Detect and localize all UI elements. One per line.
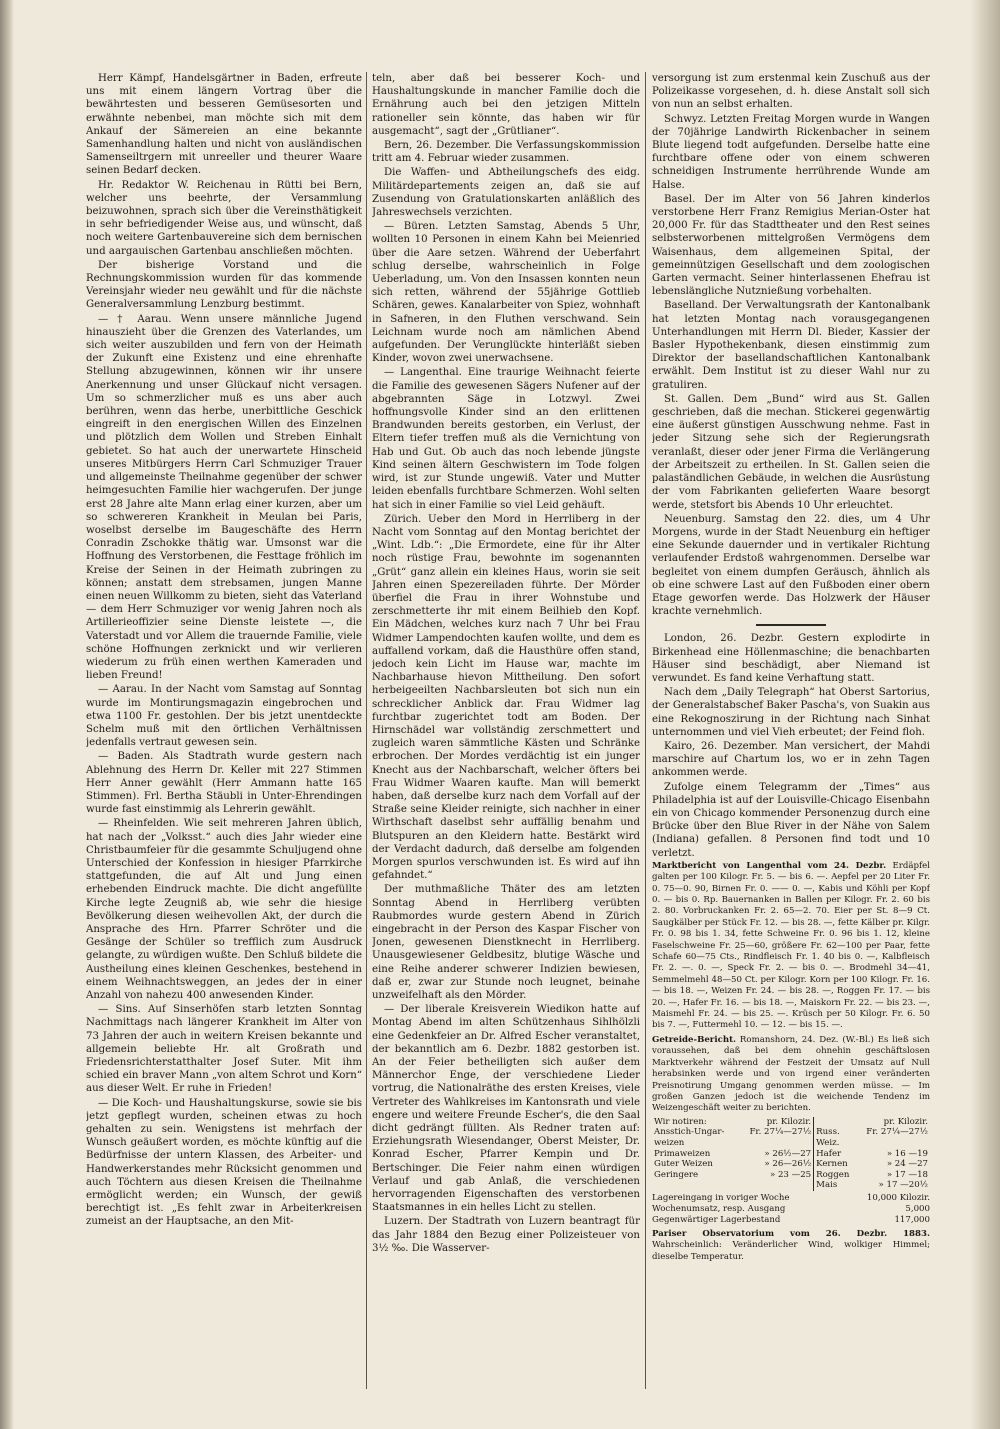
grain-report-place: Romanshorn, 24. Dez. (W.-Bl.) xyxy=(739,1034,874,1045)
grain-name: Guter Weizen xyxy=(654,1159,713,1170)
article-paragraph: — Die Koch- und Haushaltungskurse, sowie sie bis jetzt gepflegt wurden, scheinen etwas zu hoch gehalten zu sein. Wenigstens ist mehrfach der Wunsch geäußert worden, es möchte künftig auf die Bedürfnisse der untern Klassen, des Arbeiter- und Handwerkerstandes mehr Rücksicht genommen und auch Töchtern aus diesen Kreisen die Theilnahme ermöglicht werden; ein Wunsch, der gewiß berechtigt ist. „Es fehlt zwar in Arbeiterkreisen zumeist an der Hauptsache, an den Mit- xyxy=(86,1097,362,1228)
grain-name: Geringere xyxy=(654,1169,699,1180)
article-paragraph: London, 26. Dezbr. Gestern explodirte in Birkenhead eine Höllenmaschine; die benachbarten Häuser sind beschädigt, aber Niemand ist verwundet. Es fand keine Verhaftung statt. xyxy=(652,633,930,684)
article-paragraph: St. Gallen. Dem „Bund“ wird aus St. Gallen geschrieben, daß die mechan. Stickerei gegenwärtig eine äußerst günstigen Ausschwung nehme. Fast in jeder Sitzung sehe sich der Regierungsrath veranlaßt, dieser oder jener Firma die Verlängerung der Arbeitszeit zu ertheilen. In St. Gallen seien die palaständlichen Gebäude, in welchen die Ausrüstung der vom Fabrikanten gelieferten Waare besorgt werde, stetsfort bis Abends 10 Uhr erleuchtet. xyxy=(652,393,930,511)
grain-price: » 17 —18 xyxy=(886,1169,928,1180)
market-report-text: Erdäpfel galten per 100 Kilogr. Fr. 5. — bis 6. —. Aepfel per 20 Liter Fr. 0. 75—0. 90, Birnen Fr. 0. —— 0. —, Kabis und Köhli per Kopf 0. — bis 0. Rp. Bauernanken in Ballen per Kilogr. Fr. 2. 60 bis 2. 80. Vorbruckanken Fr. 2. 65—2. 70. Eier per St. 8—9 Ct. Saugkälber per Stück Fr. 12. — bis 28. —, fette Kälber pr. Kilgr. Fr. 0. 98 bis 1. 34, fette Schweine Fr. 0. 96 bis 1. 12, kleine Faselschweine Fr. 25—60, größere Fr. 62—100 per Paar, fette Schafe 60—75 Cts., Rindfleisch Fr. 1. 40 bis 0. —, Kalbfleisch Fr. 2. —. 0. —, Speck Fr. 2. — bis 0. —. Brodmehl 34—41, Semmelmehl 48—50 Ct. per Kilogr. Korn per 100 Kilogr. Fr. 16. — bis 18. —, Weizen Fr. 24. — bis 28. —, Roggen Fr. 17. — bis 20. —, Hafer Fr. 16. — bis 18. —, Maiskorn Fr. 22. — bis 23. —, Maismehl Fr. 24. — bis 25. —. Krüsch per 50 Kilogr. Fr. 6. 50 bis 7. —, Futtermehl 10. — 12. — bis 15. —. xyxy=(652,860,930,1031)
article-paragraph: Bern, 26. Dezember. Die Verfassungskommission tritt am 4. Februar wieder zusammen. xyxy=(372,140,640,165)
grain-name: Roggen xyxy=(814,1170,865,1181)
stats-label: Lagereingang in voriger Woche xyxy=(652,1192,790,1203)
grain-stock-stats xyxy=(652,1193,930,1226)
article-paragraph: Schwyz. Letzten Freitag Morgen wurde in Wangen der 70jährige Landwirth Rickenbacher in seinem Blute liegend todt aufgefunden. Derselbe hatte eine furchtbare offene oder von einem schweren schneidigen Instrumente herrührende Wunde am Halse. xyxy=(652,113,930,191)
grain-price-table xyxy=(652,1117,930,1191)
grain-price: » 26—26½ xyxy=(764,1159,812,1170)
article-paragraph: Der muthmaßliche Thäter des am letzten Sonntag Abend in Herrliberg verübten Raubmordes wurde gestern Abend in Zürich eingebracht in der Person des Kaspar Fischer von Jonen, gewesenen Dienstknecht in Herrliberg. Unausgewiesener Geldbesitz, blutige Wäsche und eine Reihe anderer schwerer Indizien bewiesen, daß er, zwar zur Stunde noch leugnet, beinahe unzweifelhaft als den Mörder. xyxy=(372,884,640,1002)
column-3 xyxy=(652,72,930,1401)
article-paragraph: Baselland. Der Verwaltungsrath der Kantonalbank hat letzten Montag nach vorausgegangenen Unterhandlungen mit Herrn Dl. Bieder, Kassier der Basler Hypothekenbank, diesen einstimmig zum Direktor der basellandschaftlichen Kantonalbank erwählt. Dem Institut ist zu dieser Wahl nur zu gratuliren. xyxy=(652,300,930,391)
article-paragraph: Zufolge einem Telegramm der „Times“ aus Philadelphia ist auf der Louisville-Chicago Eisenbahn ein von Chicago kommender Personenzug durch eine Brücke über den Blue River in der Nähe von Salem (Indiana) gefallen. 8 Personen find todt und 10 verletzt. xyxy=(652,781,930,859)
column-1 xyxy=(86,72,362,1401)
grain-name: Kernen xyxy=(814,1159,865,1170)
grain-price: » 24 —27 xyxy=(886,1159,928,1170)
article-paragraph: Hr. Redaktor W. Reichenau in Rütti bei Bern, welcher uns beehrte, der Versammlung beizuwohnen, sprach sich über die Vereinsthätigkeit in sehr befriedigender Weise aus, und wünscht, daß noch weitere Gartenbauvereine sich dem bernischen und aargauischen Gartenbau anschließen möchten. xyxy=(86,179,362,257)
grain-name: Ansstich-Ungar-weizen xyxy=(654,1127,725,1148)
article-paragraph: Luzern. Der Stadtrath von Luzern beantragt für das Jahr 1884 den Bezug einer Polizeisteuer von 3½ ‰. Die Wasserver- xyxy=(372,1216,640,1254)
market-report-heading: Marktbericht von Langenthal vom 24. Dezbr. xyxy=(652,860,887,871)
article-paragraph: — † Aarau. Wenn unsere männliche Jugend hinauszieht über die Grenzen des Vaterlandes, um sich weiter auszubilden und fern von der Heimath der Zukunft eine Existenz und eine ehrenhafte Stellung abzugewinnen, können wir ihr unsere Anerkennung und unser Glückauf nicht versagen. Um so schmerzlicher muß es uns aber auch berühren, wenn das herbe, unerbittliche Geschick eingreift in den energischen Willen des Einzelnen und plötzlich dem Wollen und Streben Einhalt gebietet. So hat auch der unerwartete Hinscheid unseres Mitbürgers Herrn Carl Schmuziger Trauer und allgemeinste Theilnahme gegenüber der schwer heimgesuchten Familie hier wachgerufen. Der junge erst 28 Jahre alte Mann erlag einer kurzen, aber um so schwereren Krankheit in Meulan bei Paris, woselbst derselbe im Baugeschäfte des Herrn Conradin Zschokke thätig war. Umsonst war die Hoffnung des Verstorbenen, die Festtage fröhlich im Kreise der Seinen in der Heimath zubringen zu können; anstatt dem strebsamen, jungen Manne einen neuen Willkomm zu bieten, sieht das Vaterland — dem Herr Schmuziger vor wenig Jahren noch als Artillerieoffizier seine Dienste leistete —, die Vaterstadt und vor Allem die trauernde Familie, viele schöne Hoffnungen zerknickt und wir verlieren wiederum zu früh einen werthen Kameraden und lieben Freund! xyxy=(86,313,362,682)
article-paragraph: Die Waffen- und Abtheilungschefs des eidg. Militärdepartements zeigen an, daß sie auf Zusendung von Gratulationskarten anläßlich des Jahreswechsels verzichten. xyxy=(372,167,640,219)
grain-price: Fr. 27¼—27½ xyxy=(749,1127,812,1138)
grain-price: » 17 —20½ xyxy=(878,1180,928,1191)
column-rule-2 xyxy=(645,72,646,1389)
grain-price: » 26½—27 xyxy=(764,1148,812,1159)
article-paragraph: Der bisherige Vorstand und die Rechnungskommission wurden für das kommende Vereinsjahr wieder neu gewählt und für die nächste Generalversammlung Lenzburg bestimmt. xyxy=(86,259,362,311)
grain-name: Primaweizen xyxy=(654,1148,711,1159)
stats-label: Gegenwärtiger Lagerbestand xyxy=(652,1214,781,1225)
grain-price: » 16 —19 xyxy=(886,1148,928,1159)
observatory-text: Wahrscheinlich: Veränderlicher Wind, wolkiger Himmel; dieselbe Temperatur. xyxy=(652,1240,930,1262)
stats-row xyxy=(652,1193,930,1204)
page-binding-edge xyxy=(0,0,14,1429)
article-paragraph: Kairo, 26. Dezember. Man versichert, der Mahdi marschire auf Chartum los, wo er in zehn Tagen ankommen werde. xyxy=(652,740,930,779)
unit-label: pr. Kilozir. xyxy=(766,1116,812,1127)
column-2 xyxy=(372,72,640,1401)
grain-price: Fr. 27¼—27½ xyxy=(866,1127,928,1138)
article-paragraph: — Büren. Letzten Samstag, Abends 5 Uhr, wollten 10 Personen in einem Kahn bei Meienried über die Aare setzen. Während der Ueberfahrt schlug derselbe, wahrscheinlich in Folge Ueberladung, um. Von den Insassen konnten neun sich retten, während der 55jährige Gottlieb Schären, gewes. Kanalarbeiter von Spiez, wohnhaft in Safneren, in den Fluthen verschwand. Sein Leichnam wurde noch am nämlichen Abend aufgefunden. Der Verunglückte hinterläßt sieben Kinder, wovon zwei unerwachsene. xyxy=(372,221,640,365)
article-paragraph: teln, aber daß bei besserer Koch- und Haushaltungskunde in mancher Familie doch die Ernährung auch bei den jetzigen Mitteln rationeller sein könnte, das haben wir für ausgemacht“, sagt der „Grütlianer“. xyxy=(372,73,640,137)
stats-value: 10,000 Kilozir. xyxy=(866,1192,930,1203)
article-paragraph: — Baden. Als Stadtrath wurde gestern nach Ablehnung des Herrn Dr. Keller mit 227 Stimmen Herr Anner gewählt (Herr Ammann hatte 165 Stimmen). Frl. Bertha Stäubli in Unter-Ehrendingen wurde fast einstimmig als Lehrerin gewählt. xyxy=(86,751,362,816)
article-paragraph: — Aarau. In der Nacht vom Samstag auf Sonntag wurde im Montirungsmagazin eingebrochen und etwa 1100 Fr. gestohlen. Der bis jetzt unentdeckte Schelm muß mit den örtlichen Verhältnissen jedenfalls vertraut gewesen sein. xyxy=(86,684,362,749)
market-report xyxy=(652,861,930,1032)
article-paragraph: Nach dem „Daily Telegraph“ hat Oberst Sartorius, der Generalstabschef Baker Pascha's, von Suakin aus eine Rekognoszirung in der Richtung nach Sinhat unternommen und viel Vieh erbeutet; der Feind floh. xyxy=(652,687,930,738)
article-paragraph: Neuenburg. Samstag den 22. dies, um 4 Uhr Morgens, wurde in der Stadt Neuenburg ein heftiger eine Sekunde dauernder und in vertikaler Richtung verlaufender Erdstoß wahrgenommen. Derselbe war begleitet von einem dumpfen Geräusch, ähnlich als ob eine schwere Last auf den Fußboden einer obern Etage geworfen werde. Das Holzwerk der Häuser krachte vernehmlich. xyxy=(652,513,930,618)
grain-name: Mais xyxy=(814,1180,865,1191)
article-paragraph: Herr Kämpf, Handelsgärtner in Baden, erfreute uns mit einem längern Vortrag über die bewährtesten und besseren Gemüsesorten und erwähnte nebenbei, man möchte sich mit dem Ankauf der Sämereien an eine bekannte Samenhandlung halten und nicht von ausländischen Samenseiltrgern mit unreeller und theurer Waare seinen Bedarf decken. xyxy=(86,73,362,177)
grain-name: Hafer xyxy=(814,1149,865,1160)
stats-row xyxy=(652,1215,930,1226)
observatory-report xyxy=(652,1229,930,1263)
article-paragraph: versorgung ist zum erstenmal kein Zuschuß aus der Polizeikasse vorgesehen, d. h. diese Anstalt soll sich von nun an selbst erhalten. xyxy=(652,73,930,111)
grain-report-heading: Getreide-Bericht. xyxy=(652,1034,737,1045)
stats-label: Wochenumsatz, resp. Ausgang xyxy=(652,1203,786,1214)
grain-price: » 23 —25 xyxy=(769,1169,812,1180)
article-paragraph: Basel. Der im Alter von 56 Jahren kinderlos verstorbene Herr Franz Remigius Merian-Oster hat 20,000 Fr. für das Stadttheater und den Rest seines selbsterworbenen mittelgroßen Vermögens dem Waisenhaus, dem allgemeinen Spital, der gemeinnützigen Gesellschaft und dem zoologischen Garten vermacht. Seiner hinterlassenen Ehefrau ist lebenslängliche Nutznießung vorbehalten. xyxy=(652,193,930,298)
grain-report-text: Es ließ sich voraussehen, daß bei dem ohnehin geschäftslosen Marktverkehr während der Festzeit der Umsatz auf Null herabsinken werde und von irgend einer veränderten Preisnotirung Umgang genommen werden müsse. — Im großen Ganzen jedoch ist die weichende Tendenz im Weizengeschäft weiter zu berichten. xyxy=(652,1034,930,1114)
unit-label-right: pr. Kilozir. xyxy=(883,1116,928,1127)
notes-label: Wir notiren: xyxy=(654,1116,707,1127)
stats-row xyxy=(652,1204,930,1215)
column-rule-1 xyxy=(366,72,367,1389)
article-paragraph: — Langenthal. Eine traurige Weihnacht feierte die Familie des gewesenen Sägers Nufener auf der abgebrannten Säge in Lotzwyl. Zwei hoffnungsvolle Kinder sind an den erlittenen Brandwunden bereits gestorben, ein Verlust, der Eltern tiefer treffen muß als die Vernichtung von Hab und Gut. Ob auch das noch lebende jüngste Kind seinen ältern Geschwistern im Tode folgen wird, ist zur Stunde ungewiß. Vater und Mutter leiden ebenfalls furchtbare Schmerzen. Wohl selten hat sich in einer Familie so viel Leid gehäuft. xyxy=(372,367,640,511)
stats-value: 5,000 xyxy=(905,1203,930,1214)
grain-name: Russ. Weiz. xyxy=(814,1127,865,1148)
grain-report xyxy=(652,1035,930,1115)
article-paragraph: — Sins. Auf Sinserhöfen starb letzten Sonntag Nachmittags nach längerer Krankheit im Alter von 73 Jahren der auch in weitern Kreisen bekannte und allgemein beliebte Hr. alt Großrath und Friedensrichterstatthalter Josef Suter. Mit ihm schied ein braver Mann „von altem Schrot und Korn“ aus dieser Welt. Er ruhe in Frieden! xyxy=(86,1004,362,1095)
article-paragraph: Zürich. Ueber den Mord in Herrliberg in der Nacht vom Sonntag auf den Montag berichtet der „Wint. Ldb.“: „Die Ermordete, eine für ihr Alter noch rüstige Frau, bewohnte im sogenannten „Grüt“ ganz allein ein kleines Haus, worin sie seit Jahren einen Spezereiladen führte. Der Mörder überfiel die Frau in ihrer Wohnstube und zerschmetterte ihr mit einem Beilhieb den Kopf. Ein Mädchen, welches kurz nach 7 Uhr bei Frau Widmer Lampendochten kaufen wollte, und dem es auffallend vorkam, daß die Hausthüre offen stand, jedoch kein Licht im Hause war, machte im Nachbarhause hievon Mittheilung. Den sofort herbeigeeilten Nachbarsleuten bot sich nun ein schrecklicher Anblick dar. Frau Widmer lag furchtbar zugerichtet todt am Boden. Der Hirnschädel war vollständig zerschmettert und zugleich waren sämmtliche Kästen und Schränke erbrochen. Der Mordes verdächtig ist ein junger Knecht aus der Nachbarschaft, welcher öfters bei Frau Widmer Waaren kaufte. Man will bemerkt haben, daß derselbe kurz nach dem Vorfall auf der Straße seine Kleider reinigte, sich nachher in einer Wirthschaft daselbst sehr auffällig benahm und Blutspuren an den Kleidern hatte. Bestärkt wird der Verdacht dadurch, daß derselbe am folgenden Morgen spurlos verschwunden ist. Es wird auf ihn gefahndet.“ xyxy=(372,513,640,882)
stats-value: 117,000 xyxy=(894,1214,930,1225)
article-paragraph: — Rheinfelden. Wie seit mehreren Jahren üblich, hat nach der „Volksst.“ auch dies Jahr wieder eine Christbaumfeier für die gesammte Schuljugend ohne Unterschied der Konfession in hiesiger Pfarrkirche stattgefunden, die auf Alt und Jung einen erhebenden Eindruck machte. Die dicht angefüllte Kirche legte Zeugniß ab, wie sehr die hiesige Bevölkerung diesen weihevollen Akt, der durch die Ansprache des Hrn. Pfarrer Schröter und die Gesänge der Schüler so trefflich zum Ausdruck gelangte, zu würdigen wußte. Den Schluß bildete die Austheilung eines kleinen Geschenkes, bestehend in einem Weihnachtsweggen, an jedes der in einer Anzahl von nahezu 400 anwesenden Kinder. xyxy=(86,818,362,1002)
page-right-edge xyxy=(970,0,1000,1429)
observatory-heading: Pariser Observatorium vom 26. Dezbr. 1883. xyxy=(652,1228,930,1239)
article-paragraph: — Der liberale Kreisverein Wiedikon hatte auf Montag Abend im alten Schützenhaus Sihlhölzli eine Gedenkfeier an Dr. Alfred Escher veranstaltet, der bekanntlich am 6. Dezbr. 1882 gestorben ist. An der Feier betheiligten sich außer dem Männerchor Enge, der verschiedene Lieder vortrug, die Nationalräthe des ersten Kreises, viele Vertreter des Wahlkreises im Kantonsrath und viele engere und weitere Freunde Escher's, die den Saal dicht gedrängt füllten. Als Redner traten auf: Erziehungsrath Wiesendanger, Oberst Meister, Dr. Konrad Escher, Pfarrer Kempin und Dr. Bertschinger. Die Feier nahm einen würdigen Verlauf und gab Anlaß, die verschiedenen hervorragenden Eigenschaften des verstorbenen Staatsmannes in ein helles Licht zu stellen. xyxy=(372,1004,640,1214)
section-divider xyxy=(756,624,826,626)
